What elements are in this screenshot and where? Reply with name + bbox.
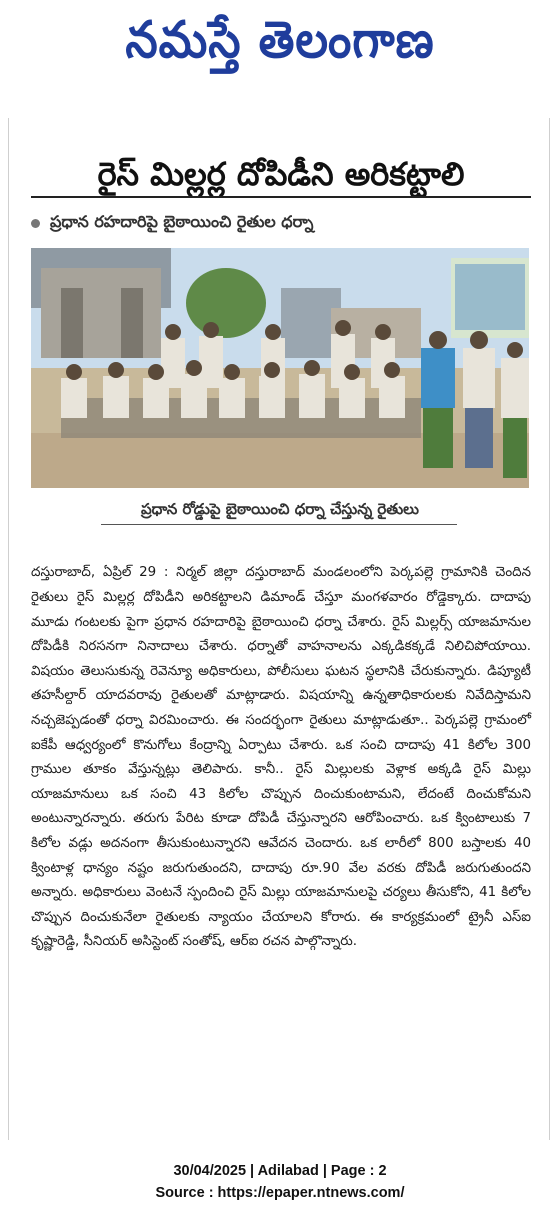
newspaper-title: నమస్తే తెలంగాణ [125, 9, 435, 70]
subheadline-text: ప్రధాన రహదారిపై బైఠాయించి రైతుల ధర్నా [50, 212, 314, 231]
news-photo [31, 248, 529, 488]
page-footer [0, 1160, 560, 1204]
edition-info: 30/04/2025 | Adilabad | Page : 2 [173, 1163, 387, 1179]
article-body: దస్తురాబాద్, ఏప్రిల్ 29 : నిర్మల్ జిల్లా దస్తురాబాద్ మండలంలోని పెర్కపల్లె గ్రామానికి చెందిన రైతులు రైస్ మిల్లర్ల దోపిడీని అరికట్టాలని డిమాండ్ చేస్తూ మంగళవారం రోడ్డెక్కారు. దాదాపు మూడు గంటలకు పైగా ప్రధాన రహదారిపై బైఠాయించి ధర్నా చేశారు. రైస్ మిల్లర్స్ యాజమానుల దోపిడీకి నిరసనగా నినాదాలు చేశారు. ధర్నాతో వాహనాలను ఎక్కడికక్కడే నిలిచిపోయాయి. విషయం తెలుసుకున్న రెవెన్యూ అధికారులు, పోలీసులు ఘటన స్థలానికి చేరుకున్నారు. డిప్యూటీ తహసీల్దార్ యాదవరావు రైతులతో మాట్లాడారు. విషయాన్ని ఉన్నతాధికారులకు నివేదిస్తామని నచ్చజెప్పడంతో ధర్నా విరమించారు. ఈ సందర్భంగా రైతులు మాట్లాడుతూ.. పెర్కపల్లె గ్రామంలో ఐకేపీ ఆధ్వర్యంలో కొనుగోలు కేంద్రాన్ని ఏర్పాటు చేశారు. ఒక సంచి దాదాపు 41 కిలోల 300 గ్రాముల తూకం వేస్తున్నట్లు తెలిపారు. కానీ.. రైస్ మిల్లులకు వెళ్లాక అక్కడి రైస్ మిల్లు యాజమానులు ఒక సంచి 43 కిలోల చొప్పున దించుకుంటామని, లేదంటే దించుకోమని అంటున్నారన్నారు. తరుగు పేరిట కూడా దోపిడీ చేస్తున్నారని ఆరోపించారు. ఒక క్వింటాలుకు 7 కిలోల వడ్లు అదనంగా తీసుకుంటున్నారని ఆవేదన చెందారు. ఒక లారీలో 800 బస్తాలకు 40 క్వింటాళ్ల ధాన్యం నష్టం జరుగుతుందని, దాదాపు రూ.90 వేల వరకు దోపిడీ జరుగుతుందని అన్నారు. అధికారులు వెంటనే స్పందించి రైస్ మిల్లు యాజమానులపై చర్యలు తీసుకోని, 41 కిలోల చొప్పున దించుకునేలా రైతులకు న్యాయం చేయాలని కోరారు. ఈ కార్యక్రమంలో ట్రైనీ ఎస్ఐ కృష్ణారెడ్డి, సీనియర్ అసిస్టెంట్ సంతోష్, ఆర్ఐ రచన పాల్గొన్నారు. [31, 565, 531, 950]
source-link[interactable]: Source : https://epaper.ntnews.com/ [155, 1185, 405, 1201]
bullet-dot-icon [31, 219, 40, 228]
news-article [8, 118, 550, 1140]
masthead [0, 0, 560, 92]
photo-caption: ప్రధాన రోడ్డుపై బైఠాయించి ధర్నా చేస్తున్న రైతులు [141, 500, 419, 518]
article-subheadline [31, 212, 531, 235]
article-headline: రైస్ మిల్లర్ల దోపిడీని అరికట్టాలి [97, 155, 465, 194]
protest-photo-illustration [31, 248, 529, 488]
headline-divider [31, 196, 531, 198]
caption-underline [101, 524, 457, 525]
